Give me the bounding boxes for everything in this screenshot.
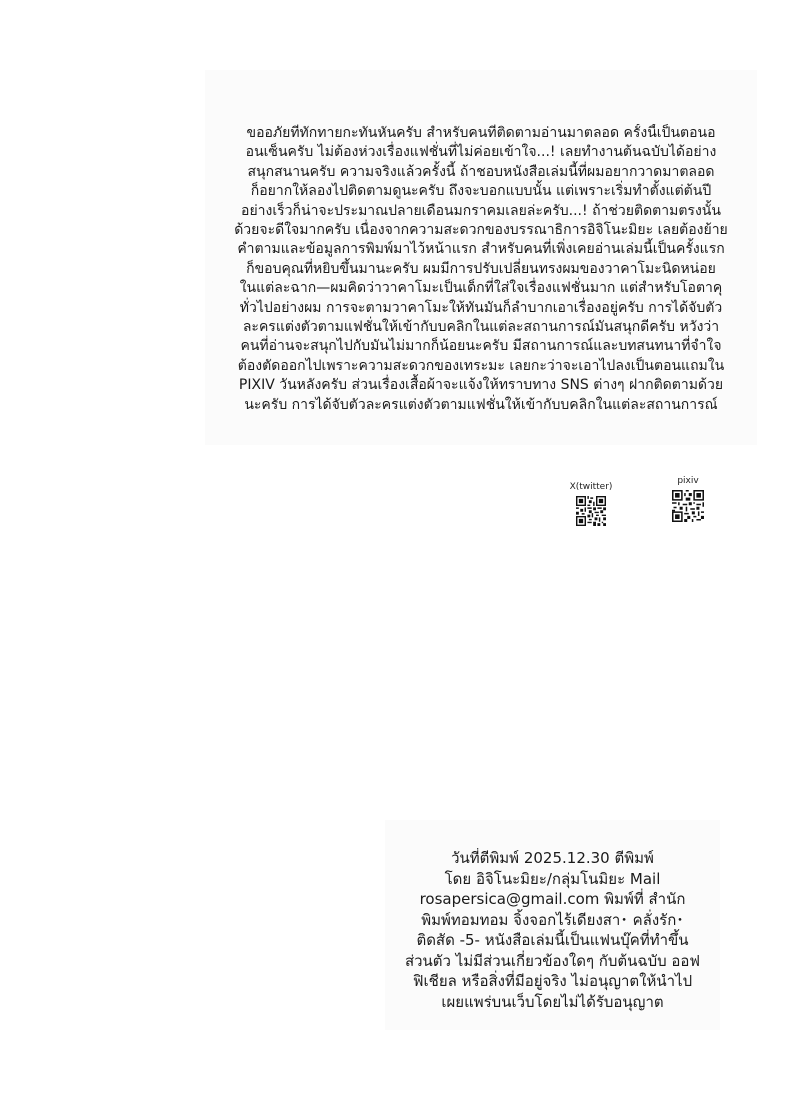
afterword-panel — [205, 70, 757, 445]
qr-code-icon — [672, 490, 704, 522]
colophon-panel — [385, 820, 720, 1030]
afterword-text: ขออภัยที่ทักทายกะทันหันครับ สำหรับคนที่ติดตามอ่านมาตลอด ครั้งนี้เป็นตอนอ อนเซ็นครับ ไม่ต้องห่วงเรื่องแฟชั่นที่ไม่ค่อยเข้าใจ...! เลยทำงานต้นฉบับได้อย่าง สนุกสนานครับ ความจริงแล้วครั้งนี้ ถ้าชอบหนังสือเล่มนี้ที่ผมอยากวาดมาตลอด ก็อยากให้ลองไปติดตามดูนะครับ ถึงจะบอกแบบนั้น แต่เพราะเริ่มทำตั้งแต่ต้นปี อย่างเร็วก็น่าจะประมาณปลายเดือนมกราคมเลยล่ะครับ...! ถ้าช่วยติดตามตรงนั้น ด้วยจะดีใจมากครับ เนื่องจากความสะดวกของบรรณาธิการอิจิโนะมิยะ เลยต้องย้าย คำตามและข้อมูลการพิมพ์มาไว้หน้าแรก สำหรับคนที่เพิ่งเคยอ่านเล่มนี้เป็นครั้งแรก ก็ขอบคุณที่หยิบขึ้นมานะครับ ผมมีการปรับเปลี่ยนทรงผมของวาคาโมะนิดหน่อย ในแต่ละฉาก—ผมคิดว่าวาคาโมะเป็นเด็กที่ใส่ใจเรื่องแฟชั่นมาก แต่สำหรับโอตาคุ ทั่วไปอย่างผม การจะตามวาคาโมะให้ทันมันก็ลำบากเอาเรื่องอยู่ครับ การได้จับตัว ละครแต่งตัวตามแฟชั่นให้เข้ากับบคลิกในแต่ละสถานการณ์มันสนุกดีครับ หวังว่า คนที่อ่านจะสนุกไปกับมันไม่มากก็น้อยนะครับ มีสถานการณ์และบทสนทนาที่จำใจ ต้องตัดออกไปเพราะความสะดวกของเทระมะ เลยกะว่าจะเอาไปลงเป็นตอนแถมใน PIXIV วันหลังครับ ส่วนเรื่องเสื้อผ้าจะแจ้งให้ทราบทาง SNS ต่างๆ ฝากติดตามด้วย นะครับ การได้จับตัวละครแต่งตัวตามแฟชั่นให้เข้ากับบคลิกในแต่ละสถานการณ์ — [234, 125, 728, 413]
qr-label-twitter: X(twitter) — [569, 482, 613, 492]
qr-label-pixiv: pixiv — [677, 476, 699, 486]
colophon-text: วันที่ตีพิมพ์ 2025.12.30 ตีพิมพ์ โดย อิจิโนะมิยะ/กลุ่มโนมิยะ Mail rosapersica@gmail.com พิมพ์ที่ สำนัก พิมพ์ทอมทอม จิ้งจอกไร้เดียงสา･ คลั่งรัก･ ติดสัด -5- หนังสือเล่มนี้เป็นแฟนบุ๊คที่ทำขึ้น ส่วนตัว ไม่มีส่วนเกี่ยวข้องใดๆ กับต้นฉบับ ออฟ ฟิเชียล หรือสิ่งที่มีอยู่จริง ไม่อนุญาตให้นำไป เผยแพร่บนเว็บโดยไม่ได้รับอนุญาต — [404, 849, 701, 1011]
qr-block-twitter — [562, 481, 620, 526]
qr-block-pixiv — [668, 475, 708, 522]
qr-code-icon — [576, 496, 606, 526]
